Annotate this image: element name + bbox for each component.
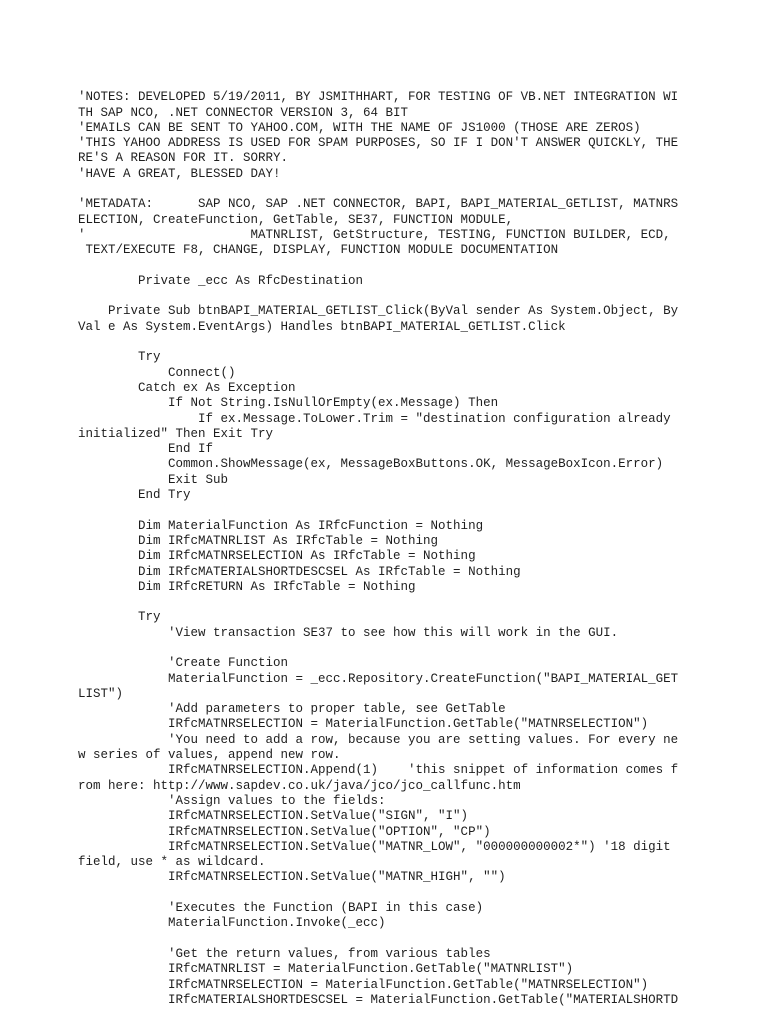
code-line: field, use * as wildcard.: [78, 855, 266, 870]
code-line: LIST"): [78, 686, 124, 701]
code-line: MaterialFunction = _ecc.Repository.CreateFunction("BAPI_MATERIAL_GET: [78, 671, 679, 686]
code-line: 'Get the return values, from various tables: [78, 946, 491, 961]
code-line: initialized" Then Exit Try: [78, 426, 274, 441]
code-line: Exit Sub: [78, 472, 229, 487]
code-line: [78, 75, 758, 90]
code-line: ' MATNRLIST, GetStructure, TESTING, FUNCTION BUILDER, ECD,: [78, 227, 671, 242]
code-line: IRfcMATNRSELECTION.Append(1) 'this snippet of information comes f: [78, 763, 679, 778]
code-line: IRfcMATNRSELECTION = MaterialFunction.GetTable("MATNRSELECTION"): [78, 977, 649, 992]
code-line: IRfcMATNRSELECTION.SetValue("OPTION", "CP"): [78, 824, 491, 839]
code-line: ELECTION, CreateFunction, GetTable, SE37, FUNCTION MODULE,: [78, 212, 514, 227]
code-line: 'Executes the Function (BAPI in this case): [78, 901, 484, 916]
code-line: Common.ShowMessage(ex, MessageBoxButtons.OK, MessageBoxIcon.Error): [78, 457, 664, 472]
code-line: [78, 932, 758, 947]
code-line: [78, 182, 758, 197]
code-line: RE'S A REASON FOR IT. SORRY.: [78, 151, 289, 166]
code-line: 'NOTES: DEVELOPED 5/19/2011, BY JSMITHHART, FOR TESTING OF VB.NET INTEGRATION WI: [78, 90, 679, 105]
code-line: w series of values, append new row.: [78, 748, 341, 763]
code-line: Dim MaterialFunction As IRfcFunction = Nothing: [78, 518, 484, 533]
code-line: Private _ecc As RfcDestination: [78, 273, 364, 288]
code-line: IRfcMATNRSELECTION.SetValue("SIGN", "I"): [78, 809, 469, 824]
code-line: Dim IRfcMATERIALSHORTDESCSEL As IRfcTable = Nothing: [78, 564, 521, 579]
code-line: 'THIS YAHOO ADDRESS IS USED FOR SPAM PURPOSES, SO IF I DON'T ANSWER QUICKLY, THE: [78, 136, 679, 151]
code-line: 'View transaction SE37 to see how this will work in the GUI.: [78, 625, 619, 640]
code-line: [78, 595, 758, 610]
code-line: 'EMAILS CAN BE SENT TO YAHOO.COM, WITH THE NAME OF JS1000 (THOSE ARE ZEROS): [78, 120, 641, 135]
code-line: Dim IRfcMATNRSELECTION As IRfcTable = Nothing: [78, 549, 476, 564]
code-line: IRfcMATNRLIST = MaterialFunction.GetTable("MATNRLIST"): [78, 962, 574, 977]
code-line: [78, 886, 758, 901]
code-line: [78, 259, 758, 274]
code-line: If ex.Message.ToLower.Trim = "destination configuration already: [78, 411, 671, 426]
code-line: Connect(): [78, 365, 236, 380]
code-line: Catch ex As Exception: [78, 380, 296, 395]
code-line: [78, 289, 758, 304]
code-line: 'Create Function: [78, 656, 289, 671]
code-line: Try: [78, 610, 161, 625]
code-listing: [78, 75, 758, 1008]
code-line: End Try: [78, 488, 191, 503]
code-line: Val e As System.EventArgs) Handles btnBAPI_MATERIAL_GETLIST.Click: [78, 319, 566, 334]
code-line: IRfcMATNRSELECTION.SetValue("MATNR_LOW", "000000000002*") '18 digit: [78, 839, 671, 854]
code-line: IRfcMATNRSELECTION = MaterialFunction.GetTable("MATNRSELECTION"): [78, 717, 649, 732]
code-line: If Not String.IsNullOrEmpty(ex.Message) Then: [78, 396, 499, 411]
code-line: rom here: http://www.sapdev.co.uk/java/jco/jco_callfunc.htm: [78, 778, 521, 793]
code-line: [78, 335, 758, 350]
code-line: Dim IRfcRETURN As IRfcTable = Nothing: [78, 579, 416, 594]
code-line: Try: [78, 350, 161, 365]
code-line: 'Add parameters to proper table, see GetTable: [78, 702, 506, 717]
code-line: IRfcMATERIALSHORTDESCSEL = MaterialFunction.GetTable("MATERIALSHORTD: [78, 992, 679, 1007]
code-line: [78, 641, 758, 656]
code-line: 'METADATA: SAP NCO, SAP .NET CONNECTOR, BAPI, BAPI_MATERIAL_GETLIST, MATNRS: [78, 197, 679, 212]
code-line: TH SAP NCO, .NET CONNECTOR VERSION 3, 64 BIT: [78, 105, 409, 120]
code-line: Dim IRfcMATNRLIST As IRfcTable = Nothing: [78, 533, 439, 548]
code-line: MaterialFunction.Invoke(_ecc): [78, 916, 386, 931]
code-line: 'Assign values to the fields:: [78, 793, 386, 808]
code-line: IRfcMATNRSELECTION.SetValue("MATNR_HIGH", ""): [78, 870, 506, 885]
code-line: 'HAVE A GREAT, BLESSED DAY!: [78, 166, 281, 181]
code-line: [78, 503, 758, 518]
code-line: 'You need to add a row, because you are setting values. For every ne: [78, 732, 679, 747]
code-line: Private Sub btnBAPI_MATERIAL_GETLIST_Click(ByVal sender As System.Object, By: [78, 304, 679, 319]
code-line: TEXT/EXECUTE F8, CHANGE, DISPLAY, FUNCTION MODULE DOCUMENTATION: [78, 243, 559, 258]
code-line: End If: [78, 442, 214, 457]
